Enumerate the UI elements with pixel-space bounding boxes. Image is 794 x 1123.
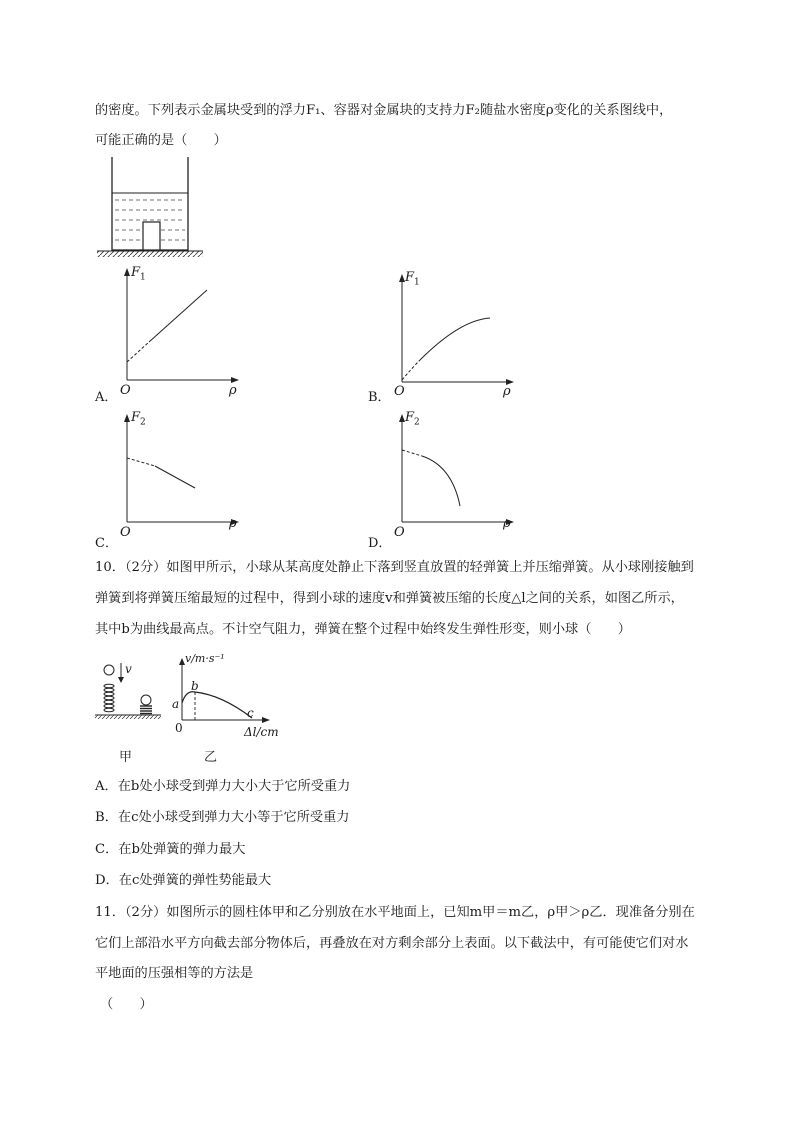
figure-yi-point-a: a: [172, 697, 180, 711]
graph-b-ylabel: $F_1$: [405, 270, 420, 288]
q10-option-c: C．在b处弹簧的弹力最大: [95, 842, 246, 857]
figure-jia-v-label: v: [125, 662, 132, 676]
q9-text-line-1: 的密度。下列表示金属块受到的浮力F₁、容器对金属块的支持力F₂随盐水密度ρ变化的关系图线中，: [95, 103, 673, 118]
graph-c-ylabel: $F_2$: [131, 410, 146, 428]
q11-text-line-2: 它们上部沿水平方向截去部分物体后，再叠放在对方剩余部分上表面。以下截法中，有可能使它们对水: [95, 936, 689, 951]
graph-c-xlabel: ρ: [229, 516, 237, 531]
graph-b-xlabel: ρ: [503, 384, 511, 399]
q11-text-line-3: 平地面的压强相等的方法是: [95, 966, 254, 981]
q10-text-line-2: 弹簧到将弹簧压缩最短的过程中，得到小球的速度v和弹簧被压缩的长度△l之间的关系，如图乙所示，: [95, 591, 684, 606]
q10-text-line-3: 其中b为曲线最高点。不计空气阻力，弹簧在整个过程中始终发生弹性形变，则小球（ ）: [95, 622, 631, 637]
q10-text-line-1: 10．（2分）如图甲所示，小球从某高度处静止下落到竖直放置的轻弹簧上并压缩弹簧。从小球刚接触到: [95, 560, 694, 575]
figure-yi-caption: 乙: [204, 750, 218, 765]
graph-d-origin: O: [394, 525, 405, 540]
figure-yi-origin: 0: [175, 721, 183, 735]
graph-a-origin: O: [120, 383, 131, 398]
q11-text-line-4: （ ）: [100, 997, 153, 1012]
figure-yi-ylabel: v/m·s⁻¹: [185, 652, 225, 665]
graph-a-ylabel: $F_1$: [131, 265, 146, 283]
figure-yi-point-c: c: [247, 706, 254, 720]
figure-jia-caption: 甲: [119, 750, 133, 765]
figure-yi-xlabel: Δl/cm: [244, 725, 279, 739]
graph-c-origin: O: [120, 525, 131, 540]
graph-d-xlabel: ρ: [503, 516, 511, 531]
graph-b-option: B．: [368, 390, 391, 405]
graph-d-option: D．: [368, 536, 392, 551]
q11-text-line-1: 11．（2分）如图所示的圆柱体甲和乙分别放在水平地面上，已知m甲＝m乙，ρ甲＞ρ乙．现准备分别在: [95, 905, 695, 920]
graph-c-option: C．: [95, 536, 118, 551]
graph-b-origin: O: [394, 384, 405, 399]
q10-option-b: B．在c处小球受到弹力大小等于它所受重力: [95, 810, 350, 825]
graph-a-xlabel: ρ: [229, 383, 237, 398]
graph-d-ylabel: $F_2$: [405, 410, 420, 428]
figure-yi-point-b: b: [191, 679, 199, 693]
q10-option-a: A．在b处小球受到弹力大小大于它所受重力: [95, 779, 351, 794]
q10-option-d: D．在c处弹簧的弹性势能最大: [95, 873, 272, 888]
graph-a-option: A．: [95, 390, 118, 405]
container-figure: [95, 155, 205, 260]
figure-yi-graph: [172, 655, 282, 735]
q9-text-line-2: 可能正确的是（ ）: [95, 133, 227, 148]
